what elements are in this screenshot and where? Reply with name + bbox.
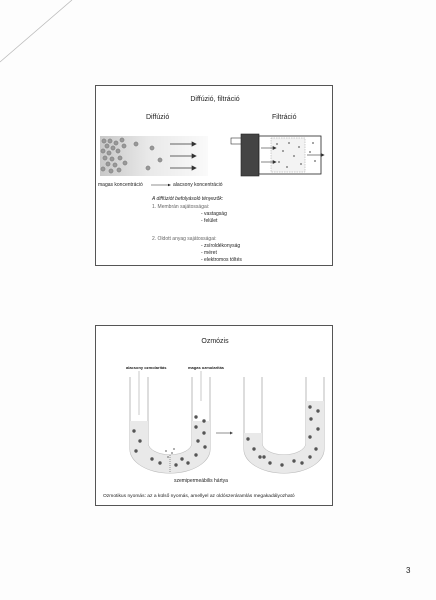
factor-solute-lipid-solubility: - zsíroldékonyság: [201, 243, 241, 249]
high-osmolarity-label: magas ozmolaritás: [188, 365, 225, 370]
concentration-arrow: [151, 183, 171, 187]
diffusion-heading: Diffúzió: [146, 114, 170, 121]
factors-title: A diffúziót befolyásoló tényezők:: [152, 196, 224, 202]
high-concentration-label: magas koncentráció: [98, 182, 143, 188]
factor-membrane-thickness: - vastagság: [201, 211, 227, 217]
factor-membrane: 1. Membrán sajátosságai:: [152, 204, 210, 210]
low-osmolarity-label: alacsony ozmolaritás: [126, 365, 167, 370]
slide-title: Diffúzió, filtráció: [190, 96, 240, 103]
factor-solute-charge: - elektromos töltés: [201, 257, 242, 263]
slide-diffusion-filtration: [95, 85, 333, 266]
filtration-heading: Filtráció: [272, 114, 297, 121]
low-concentration-label: alacsony koncentráció: [173, 182, 223, 188]
osmosis-diagram: [96, 371, 334, 481]
slide-osmosis: [95, 325, 333, 506]
membrane-label: szemipermeábilis hártya: [174, 478, 228, 484]
osmotic-pressure-definition: Ozmotikus nyomás: az a külső nyomás, amellyel az oldószeráramlás megakadályozható: [103, 494, 295, 499]
factor-solute-size: - méret: [201, 250, 217, 256]
diffusion-diagram: [100, 134, 210, 184]
factor-membrane-surface: - felület: [201, 218, 218, 224]
page-number: 3: [406, 566, 411, 575]
filtration-diagram: [231, 134, 331, 184]
scan-mark-line: [0, 0, 80, 80]
slide-title: Ozmózis: [201, 338, 229, 345]
factor-solute: 2. Oldott anyag sajátosságai:: [152, 236, 217, 242]
